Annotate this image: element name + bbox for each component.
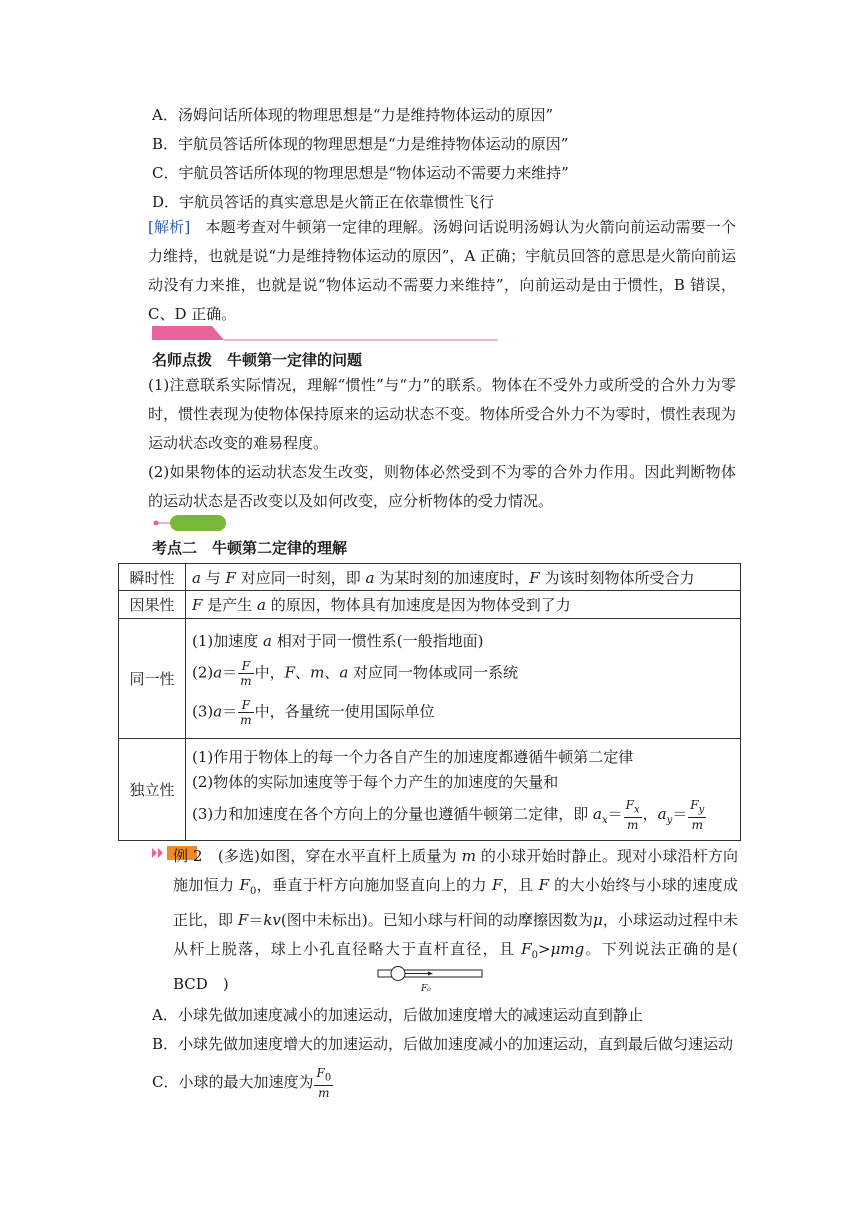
table-row <box>119 739 741 841</box>
row-content: (1)作用于物体上的每一个力各自产生的加速度都遵循牛顿第二定律 (2)物体的实际加速度等于每个力产生的加速度的矢量和 (3)力和加速度在各个方向上的分量也遵循牛顿第二定律，即 $a_x=$ $\frac{F_x}{m}$ ，$a_y=$ $\frac{F_y}{m}$ <box>186 739 741 841</box>
knowledge-table <box>118 563 741 841</box>
tip-paragraph-1: (1)注意联系实际情况，理解“惯性”与“力”的联系。物体在不受外力或所受的合外力为零时，惯性表现为使物体保持原来的运动状态不变。物体所受合外力不为零时，惯性表现为运动状态改变的难易程度。 <box>148 376 736 452</box>
analysis-text: 本题考查对牛顿第一定律的理解。汤姆问话说明汤姆认为火箭向前运动需要一个力维持，也就是说“力是维持物体运动的原因”，A 正确；宇航员回答的意思是火箭向前运动没有力来推，也就是说“物体运动不需要力来维持”，向前运动是由于惯性，B 错误，C、D 正确。 <box>148 218 736 323</box>
section-title: 考点二 牛顿第二定律的理解 <box>152 539 348 557</box>
formula-fy-over-m: $\frac{F_y}{m}$ <box>690 797 705 833</box>
option-d-top: D．宇航员答话的真实意思是火箭正在依靠惯性飞行 <box>152 193 495 211</box>
option-c-top: C．宇航员答话所体现的物理思想是“物体运动不需要力来维持” <box>152 164 569 182</box>
formula-fx-over-m: $\frac{F_x}{m}$ <box>625 797 640 833</box>
option-b-top: B．宇航员答话所体现的物理思想是“力是维持物体运动的原因” <box>152 135 569 153</box>
option-b-bottom: B．小球先做加速度增大的加速运动，后做加速度减小的加速运动，直到最后做匀速运动 <box>152 1035 734 1053</box>
table-row <box>119 619 741 739</box>
row-header: 瞬时性 <box>119 564 186 591</box>
option-c-bottom: C．小球的最大加速度为 $\frac{F_0}{m}$ <box>152 1066 332 1101</box>
example-paragraph: 例 2 (多选)如图，穿在水平直杆上质量为 m 的小球开始时静止。现对小球沿杆方向施加恒力 $F_0$，垂直于杆方向施加竖直向上的力 F，且 F 的大小始终与小球的速度成正比，即 F＝kv(图中未标出)。已知小球与杆间的动摩擦因数为μ，小球运动过程中未从杆上脱落，球上小孔直径略大于直杆直径，且 $F_0>\mu mg$。下列说法正确的是( BCD ) <box>173 847 753 993</box>
row-content: F 是产生 a 的原因，物体具有加速度是因为物体受到了力 <box>186 591 741 619</box>
analysis-paragraph <box>148 213 736 329</box>
row-content: a 与 F 对应同一时刻，即 a 为某时刻的加速度时，F 为该时刻物体所受合力 <box>186 564 741 591</box>
analysis-tag: [解析] <box>148 218 191 236</box>
row-header: 同一性 <box>119 619 186 739</box>
formula-f0-over-m: $\frac{F_0}{m}$ <box>316 1066 332 1101</box>
row-header: 因果性 <box>119 591 186 619</box>
table-row <box>119 564 741 591</box>
ball-on-rod-figure <box>376 966 484 996</box>
formula-f-over-m: $\frac{F}{m}$ <box>240 697 252 727</box>
section-pill-decoration <box>150 512 230 534</box>
force-label: F₀ <box>421 984 431 994</box>
row-content: (1)加速度 a 相对于同一惯性系(一般指地面) (2)a＝ $\frac{F}{m}$ 中，F、m、a 对应同一物体或同一系统 (3)a＝ $\frac{F}{m}$ 中，各量统一使用国际单位 <box>186 619 741 739</box>
table-row <box>119 591 741 619</box>
row-header: 独立性 <box>119 739 186 841</box>
tip-banner-decoration <box>152 324 502 344</box>
option-a-bottom: A．小球先做加速度减小的加速运动，后做加速度增大的减速运动直到静止 <box>152 1006 643 1024</box>
formula-f-over-m: $\frac{F}{m}$ <box>240 658 252 688</box>
tip-paragraph-2: (2)如果物体的运动状态发生改变，则物体必然受到不为零的合外力作用。因此判断物体的运动状态是否改变以及如何改变，应分析物体的受力情况。 <box>148 463 736 510</box>
tip-title: 名师点拨 牛顿第一定律的问题 <box>152 351 363 369</box>
answer-text: BCD <box>173 975 208 993</box>
option-a-top: A．汤姆问话所体现的物理思想是“力是维持物体运动的原因” <box>152 106 554 124</box>
